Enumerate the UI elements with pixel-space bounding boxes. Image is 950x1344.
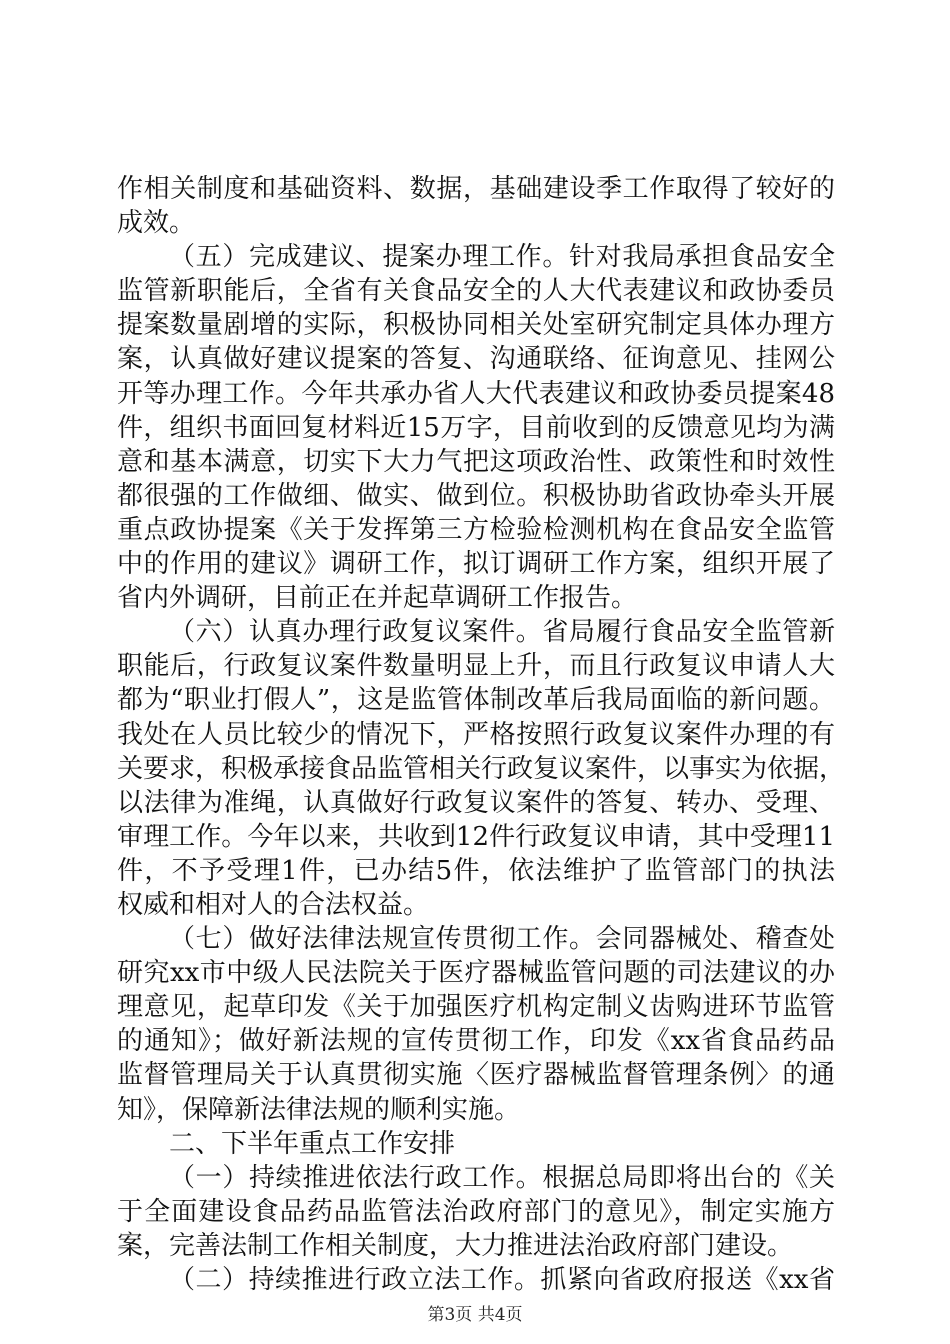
text-line: 都很强的工作做细、做实、做到位。积极协助省政协牵头开展 [117,480,835,511]
text-line: （五）完成建议、提案办理工作。针对我局承担食品安全 [169,242,835,273]
text-line: 审理工作。今年以来，共收到12件行政复议申请，其中受理11 [117,821,835,852]
text-line: 案，认真做好建议提案的答复、沟通联络、征询意见、挂网公 [117,344,835,375]
text-line: 中的作用的建议》调研工作，拟订调研工作方案，组织开展了 [117,549,835,580]
text-line: 重点政协提案《关于发挥第三方检验检测机构在食品安全监管 [117,514,835,545]
text-line: （二）持续推进行政立法工作。抓紧向省政府报送《xx省 [169,1265,835,1295]
text-line: 意和基本满意，切实下大力气把这项政治性、政策性和时效性 [117,446,835,477]
text-line: 理意见，起草印发《关于加强医疗机构定制义齿购进环节监管 [117,992,835,1023]
text-line: 都为“职业打假人”，这是监管体制改革后我局面临的新问题。 [117,685,835,716]
text-line: 职能后，行政复议案件数量明显上升，而且行政复议申请人大 [117,651,835,682]
text-line: 作相关制度和基础资料、数据，基础建设季工作取得了较好的 [117,174,835,204]
text-line: 成效。 [117,208,196,239]
text-line: 件，不予受理1件，已办结5件，依法维护了监管部门的执法 [117,855,835,886]
text-line: 省内外调研，目前正在并起草调研工作报告。 [117,583,638,614]
text-line: （一）持续推进依法行政工作。根据总局即将出台的《关 [169,1162,835,1193]
text-line: 二、下半年重点工作安排 [169,1128,456,1159]
page-footer: 第3页 共4页 [427,1305,523,1325]
text-line: 开等办理工作。今年共承办省人大代表建议和政协委员提案48 [117,378,835,409]
text-line: 知》，保障新法律法规的顺利实施。 [117,1094,521,1125]
text-line: 的通知》；做好新法规的宣传贯彻工作，印发《xx省食品药品 [117,1026,835,1057]
text-line: （六）认真办理行政复议案件。省局履行食品安全监管新 [169,617,835,648]
text-line: 关要求，积极承接食品监管相关行政复议案件，以事实为依据， [117,753,846,784]
text-line: 于全面建设食品药品监管法治政府部门的意见》，制定实施方 [117,1196,835,1227]
text-line: 监督管理局关于认真贯彻实施〈医疗器械监督管理条例〉的通 [117,1060,835,1091]
text-line: 我处在人员比较少的情况下，严格按照行政复议案件办理的有 [117,719,835,750]
text-line: 权威和相对人的合法权益。 [117,889,430,920]
text-line: 件，组织书面回复材料近15万字，目前收到的反馈意见均为满 [117,412,835,443]
text-line: 案，完善法制工作相关制度，大力推进法治政府部门建设。 [117,1230,794,1261]
document-body [117,172,846,1297]
text-line: （七）做好法律法规宣传贯彻工作。会同器械处、稽查处 [169,924,835,955]
text-line: 研究xx市中级人民法院关于医疗器械监管问题的司法建议的办 [117,958,835,989]
text-line: 监管新职能后，全省有关食品安全的人大代表建议和政协委员 [117,276,835,307]
text-line: 以法律为准绳，认真做好行政复议案件的答复、转办、受理、 [117,787,835,818]
text-line: 提案数量剧增的实际，积极协同相关处室研究制定具体办理方 [117,310,835,341]
